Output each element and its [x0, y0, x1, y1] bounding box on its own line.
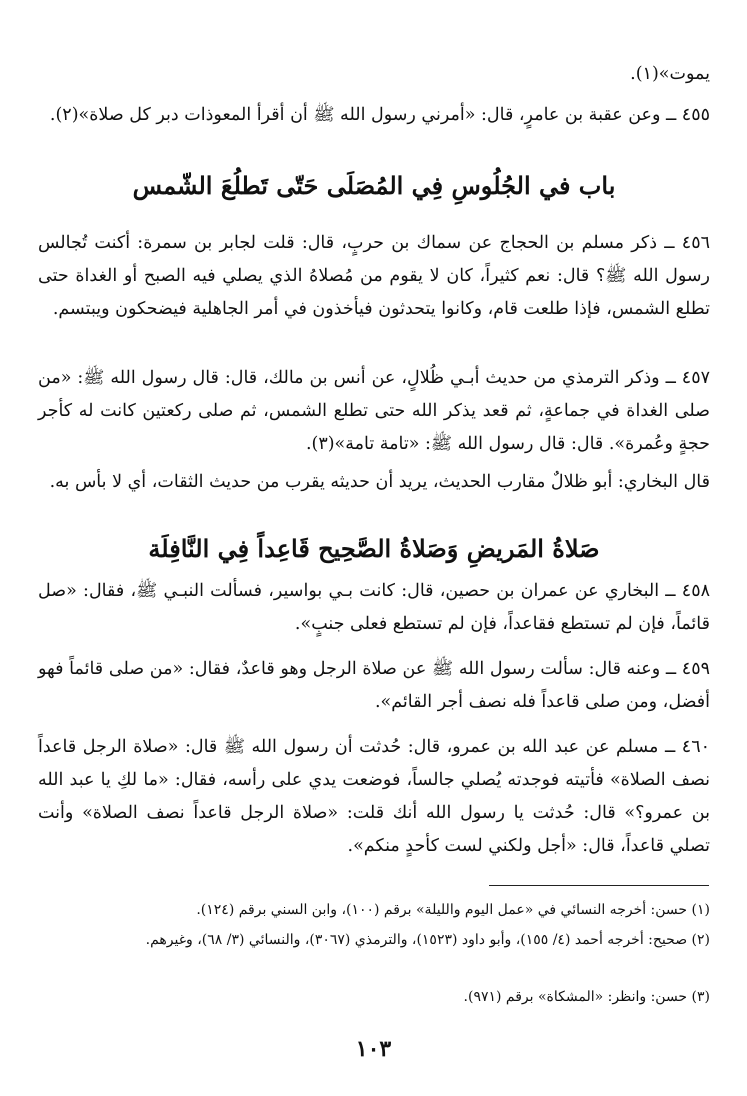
paragraph-text: يموت»(١). [630, 64, 710, 84]
paragraph-460 [38, 731, 710, 863]
footnote-divider [489, 885, 709, 886]
footnote-1: (١) حسن: أخرجه النسائي في «عمل اليوم والليلة» برقم (١٠٠)، وابن السني برقم (١٢٤). [196, 902, 710, 918]
paragraph-text: ٤٥٩ ــ وعنه قال: سألت رسول الله ﷺ عن صلاة الرجل وهو قاعدٌ، فقال: «من صلى قائماً فهو أفضل، ومن صلى قاعداً فله نصف أجر القائم». [38, 659, 710, 712]
paragraph-text: ٤٥٨ ــ البخاري عن عمران بن حصين، قال: كانت بـي بواسير، فسألت النبـي ﷺ، فقال: «صل قائماً، فإن لم تستطع فقاعداً، فإن لم تستطع فعلى جنبٍ». [38, 581, 710, 634]
paragraph-text: قال البخاري: أبو ظلالٌ مقارب الحديث، يريد أن حديثه يقرب من حديث الثقات، أي لا بأس به. [49, 472, 710, 492]
paragraph-455 [38, 99, 710, 132]
footnote-2: (٢) صحيح: أخرجه أحمد (٤/ ١٥٥)، وأبو داود (١٥٢٣)، والترمذي (٣٠٦٧)، والنسائي (٣/ ٦٨)، وغيرهم. [145, 932, 710, 948]
paragraph-text: ٤٥٥ ــ وعن عقبة بن عامرٍ، قال: «أمرني رسول الله ﷺ أن أقرأ المعوذات دبر كل صلاة»(٢). [49, 105, 710, 125]
paragraph-continuation [38, 58, 710, 91]
footnote-3: (٣) حسن: وانظر: «المشكاة» برقم (٩٧١). [463, 989, 710, 1005]
paragraph-text: ٤٦٠ ــ مسلم عن عبد الله بن عمرو، قال: حُدثت أن رسول الله ﷺ قال: «صلاة الرجل قاعداً نصف الصلاة» فأتيته فوجدته يُصلي جالساً، فوضعت يدي على رأسه، فقال: «ما لكِ يا عبد الله بن عمرو؟» قال: حُدثت يا رسول الله أنك قلت: «صلاة الرجل قاعداً نصف الصلاة» وأنت تصلي قاعداً، قال: «أجل ولكني لست كأحدٍ منكم». [38, 737, 710, 856]
paragraph-458 [38, 575, 710, 641]
paragraph-457 [38, 362, 710, 461]
paragraph-459 [38, 653, 710, 719]
paragraph-bukhari-comment [38, 466, 710, 499]
paragraph-text: ٤٥٦ ــ ذكر مسلم بن الحجاج عن سماك بن حربٍ، قال: قلت لجابر بن سمرة: أكنت تُجالس رسول الله ﷺ؟ قال: نعم كثيراً، كان لا يقوم من مُصلاهُ الذي يصلي فيه الصبح أو الغداة حتى تطلع الشمس، فإذا طلعت قام، وكانوا يتحدثون فيأخذون في أمر الجاهلية فيضحكون ويبتسم. [38, 233, 710, 319]
paragraph-456 [38, 227, 710, 326]
section-heading-prayer-of-sick: صَلاةُ المَريضِ وَصَلاةُ الصَّحِيح قَاعِداً فِي النَّافِلَة [148, 534, 600, 563]
section-heading-sitting-in-prayer-place: باب في الجُلُوسِ فِي المُصَلَى حَتّى تَطلُعَ الشّمس [132, 171, 616, 200]
paragraph-text: ٤٥٧ ــ وذكر الترمذي من حديث أبـي ظُلالٍ، عن أنس بن مالك، قال: قال رسول الله ﷺ: «من صلى الغداة في جماعةٍ، ثم قعد يذكر الله حتى تطلع الشمس، ثم صلى ركعتين كانت له كأجر حجةٍ وعُمرة». قال: قال رسول الله ﷺ: «تامة تامة»(٣). [38, 368, 710, 454]
page-number: ١٠٣ [355, 1036, 392, 1062]
